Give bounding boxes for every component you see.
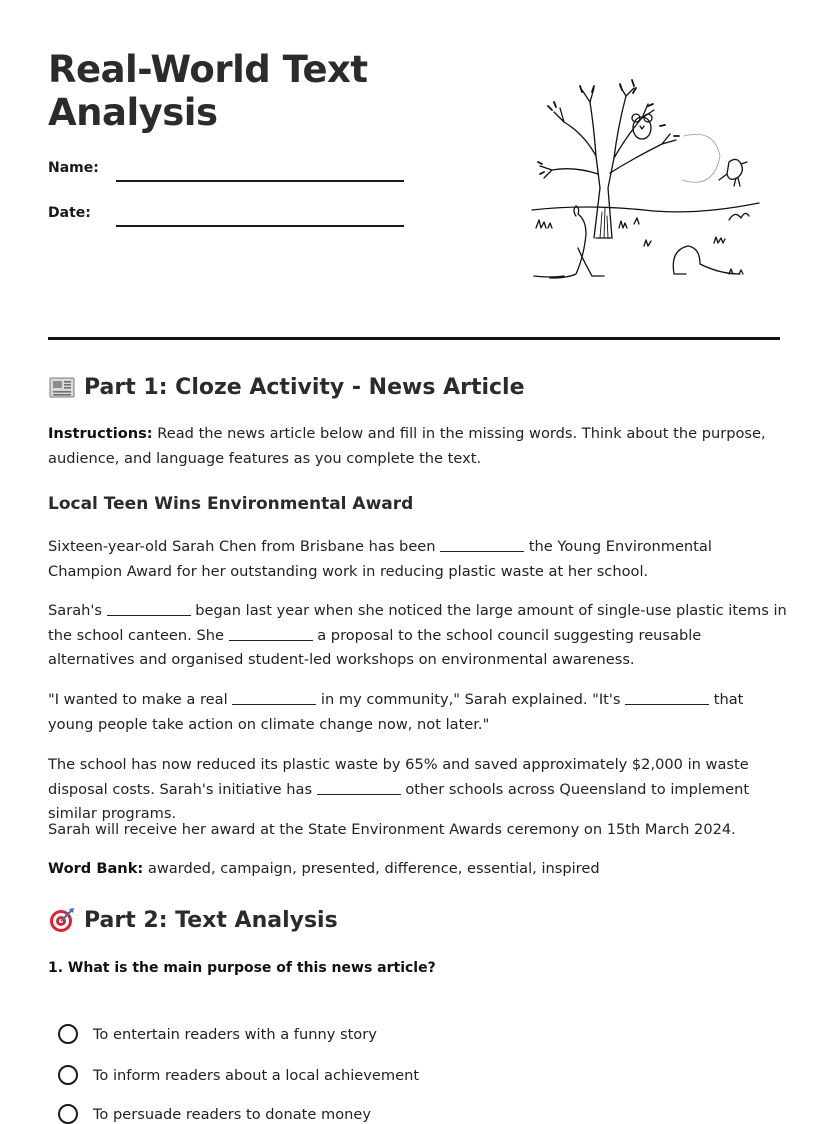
option-inform[interactable]: [58, 1065, 419, 1085]
date-field[interactable]: [116, 225, 404, 227]
text-segment: Sarah's: [48, 602, 103, 619]
article-title: Local Teen Wins Environmental Award: [48, 494, 414, 514]
text-segment: a proposal to the school council suggesting reusable alternatives and organised student-led workshops on environmental awareness.: [48, 626, 702, 668]
instructions: [48, 422, 788, 471]
option-label: To persuade readers to donate money: [93, 1105, 372, 1123]
article-paragraph-5: Sarah will receive her award at the State Environment Awards ceremony on 15th March 2024.: [48, 821, 736, 838]
text-segment: "I wanted to make a real: [48, 691, 228, 708]
blank-4[interactable]: [232, 690, 316, 705]
question-1: 1. What is the main purpose of this news article?: [48, 960, 436, 976]
target-icon: [48, 906, 76, 934]
text-segment: began last year when she noticed the large amount of single-use plastic items in the school canteen. She: [48, 602, 787, 644]
instructions-label: Instructions:: [48, 425, 153, 442]
text-segment: in my community," Sarah explained. "It's: [320, 691, 621, 708]
text-segment: the Young Environmental Champion Award for her outstanding work in reducing plastic waste at her school.: [48, 538, 712, 580]
article-paragraph-1: [48, 535, 788, 584]
text-segment: Sixteen-year-old Sarah Chen from Brisbane has been: [48, 538, 436, 555]
blank-6[interactable]: [317, 780, 401, 795]
instructions-text: Read the news article below and fill in the missing words. Think about the purpose, audience, and language features as you complete the text.: [48, 425, 766, 467]
option-label: To inform readers about a local achievement: [93, 1066, 420, 1084]
date-label: Date:: [48, 205, 91, 221]
name-field[interactable]: [116, 180, 404, 182]
option-entertain[interactable]: [58, 1024, 377, 1044]
blank-3[interactable]: [229, 626, 313, 641]
radio-button[interactable]: [58, 1065, 78, 1085]
australian-wildlife-illustration: [524, 78, 764, 288]
name-label: Name:: [48, 160, 99, 176]
worksheet-title: [48, 48, 368, 134]
part2-heading: [48, 906, 338, 934]
word-bank-words: awarded, campaign, presented, difference, essential, inspired: [147, 860, 600, 877]
text-segment: that young people take action on climate change now, not later.": [48, 691, 744, 733]
text-segment: other schools across Queensland to implement similar programs.: [48, 780, 750, 822]
option-persuade[interactable]: [58, 1104, 371, 1124]
article-paragraph-3: [48, 688, 788, 737]
article-paragraph-4: [48, 753, 788, 827]
option-label: To entertain readers with a funny story: [93, 1025, 377, 1043]
blank-1[interactable]: [440, 537, 524, 552]
title-line-2: Analysis: [48, 91, 218, 134]
word-bank: [48, 857, 788, 882]
title-line-1: Real-World Text: [48, 48, 368, 91]
text-segment: The school has now reduced its plastic waste by 65% and saved approximately $2,000 in waste disposal costs. Sarah's initiative has: [48, 756, 749, 798]
word-bank-label: Word Bank:: [48, 860, 144, 877]
part2-heading-text: Part 2: Text Analysis: [84, 907, 338, 933]
newspaper-icon: [48, 373, 76, 401]
part1-heading: [48, 373, 525, 401]
part1-heading-text: Part 1: Cloze Activity - News Article: [84, 374, 525, 400]
radio-button[interactable]: [58, 1104, 78, 1124]
article-paragraph-2: [48, 599, 788, 673]
blank-2[interactable]: [107, 601, 191, 616]
radio-button[interactable]: [58, 1024, 78, 1044]
blank-5[interactable]: [625, 690, 709, 705]
section-divider: [48, 337, 780, 340]
